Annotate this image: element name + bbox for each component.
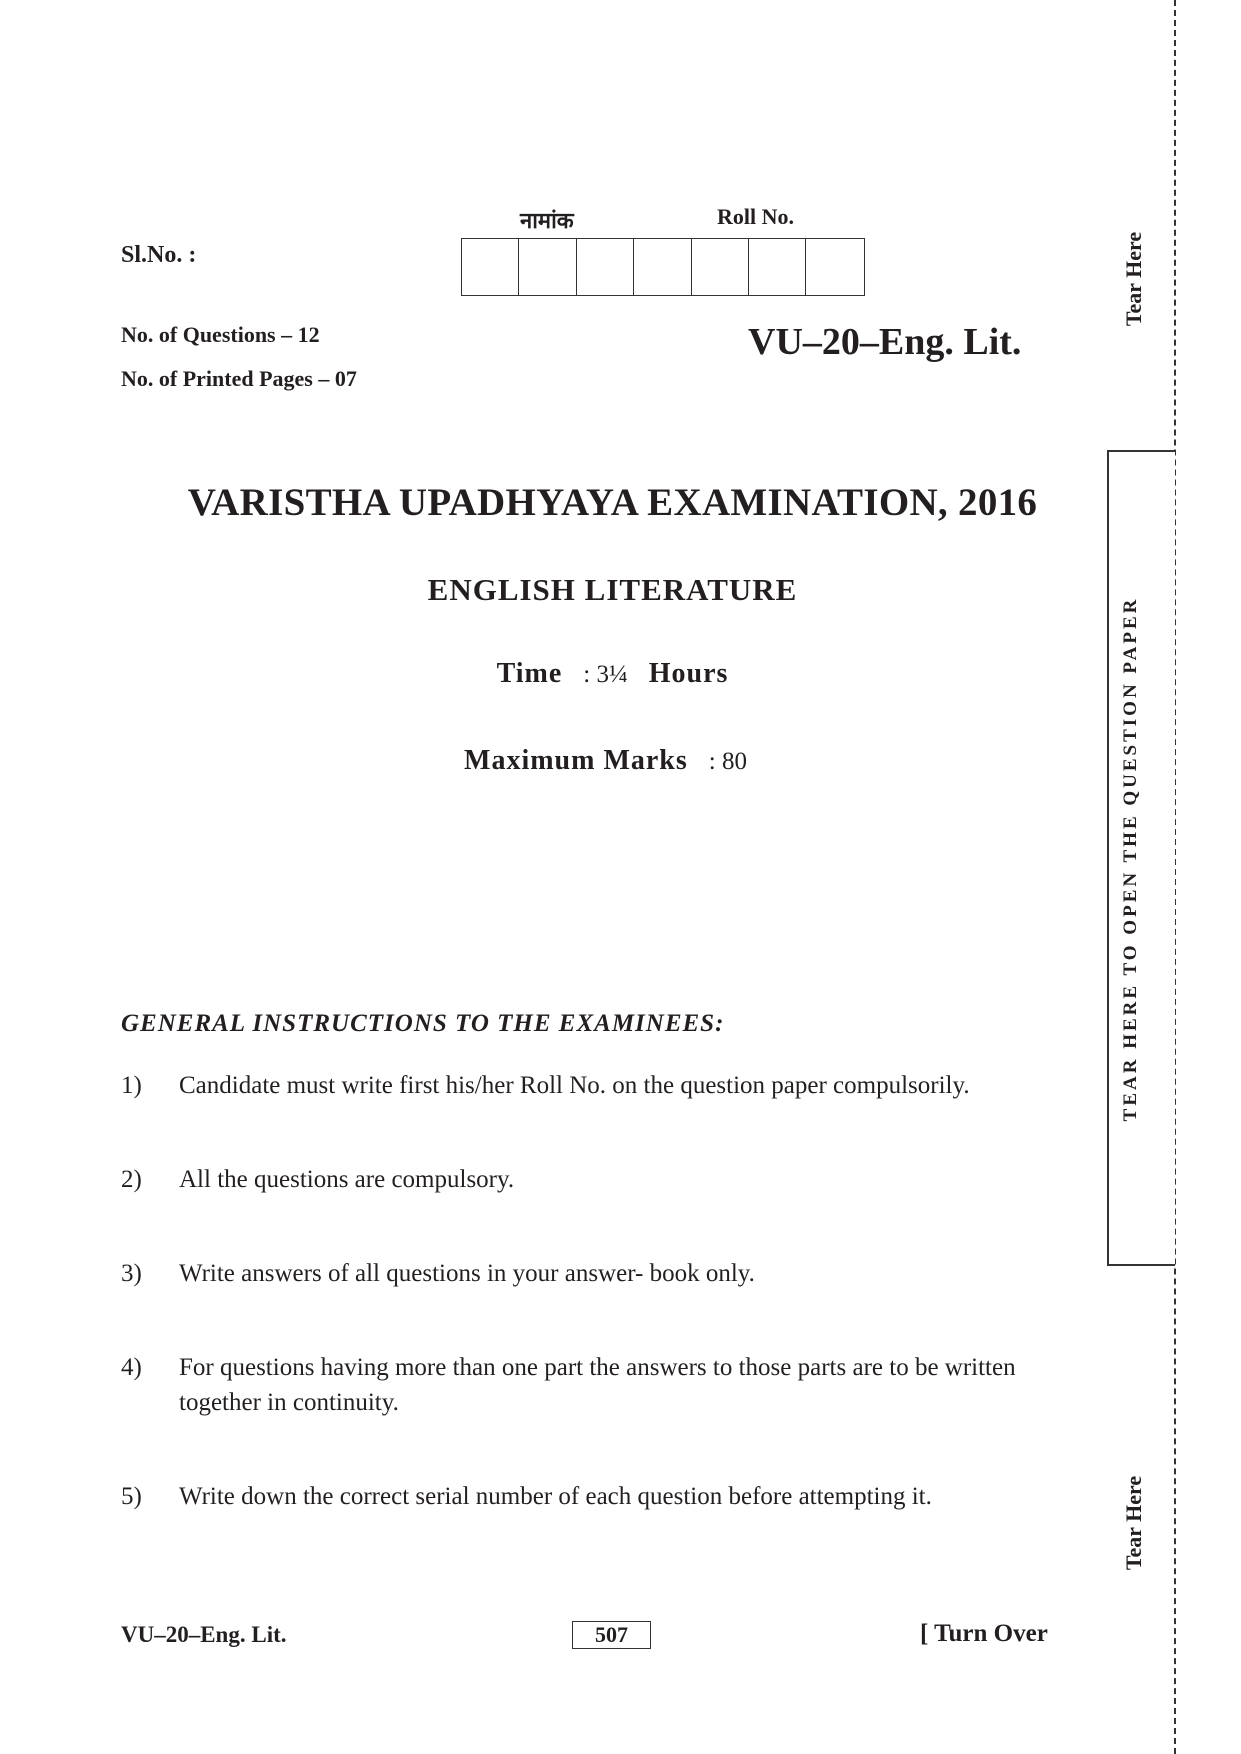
time-unit: Hours (648, 658, 729, 689)
instruction-item (121, 1256, 1071, 1291)
time-value: : 3¼ (583, 661, 628, 688)
marks-label: Maximum Marks (464, 745, 688, 776)
marks-value: : 80 (708, 748, 747, 775)
footer-paper-code: VU–20–Eng. Lit. (121, 1622, 287, 1647)
number-of-printed-pages: No. of Printed Pages – 07 (121, 366, 357, 391)
tear-here-label-bottom: Tear Here (1121, 1475, 1146, 1571)
instruction-text: For questions having more than one part the answers to those parts are to be written together in continuity. (179, 1354, 1016, 1416)
serial-number-label: Sl.No. : (121, 242, 197, 268)
exam-title: VARISTHA UPADHYAYA EXAMINATION, 2016 (187, 481, 1038, 524)
turn-over-label: [ Turn Over (920, 1620, 1048, 1647)
instruction-item (121, 1068, 1071, 1103)
roll-number-box[interactable] (519, 239, 576, 295)
tear-instruction-label: TEAR HERE TO OPEN THE QUESTION PAPER (1120, 596, 1141, 1122)
tear-here-label-top: Tear Here (1121, 231, 1146, 327)
footer-page-number: 507 (572, 1621, 651, 1649)
instruction-number: 4) (121, 1354, 142, 1381)
roll-number-label: Roll No. (717, 204, 794, 229)
instruction-text: All the questions are compulsory. (179, 1166, 515, 1193)
maximum-marks (0, 745, 1225, 777)
time-label: Time (496, 658, 563, 689)
roll-number-label-hindi: नामांक (520, 209, 574, 234)
instruction-number: 2) (121, 1166, 142, 1193)
instruction-number: 5) (121, 1483, 142, 1510)
number-of-questions: No. of Questions – 12 (121, 322, 320, 347)
instruction-number: 3) (121, 1260, 142, 1287)
roll-number-boxes[interactable] (461, 238, 865, 296)
roll-number-box[interactable] (692, 239, 749, 295)
roll-number-box[interactable] (462, 239, 519, 295)
instruction-text: Write answers of all questions in your answer- book only. (179, 1260, 755, 1287)
instruction-item (121, 1479, 1071, 1514)
instructions-heading: GENERAL INSTRUCTIONS TO THE EXAMINEES: (121, 1010, 725, 1037)
roll-number-box[interactable] (806, 239, 863, 295)
roll-number-box[interactable] (749, 239, 806, 295)
instruction-item (121, 1350, 1071, 1420)
instruction-item (121, 1162, 1071, 1197)
instruction-text: Candidate must write first his/her Roll No. on the question paper compulsorily. (179, 1072, 970, 1099)
subject-title: ENGLISH LITERATURE (427, 572, 798, 607)
paper-code: VU–20–Eng. Lit. (748, 321, 1022, 363)
roll-number-box[interactable] (577, 239, 634, 295)
instruction-number: 1) (121, 1072, 142, 1099)
exam-duration (0, 658, 1225, 690)
roll-number-box[interactable] (634, 239, 691, 295)
instruction-text: Write down the correct serial number of each question before attempting it. (179, 1483, 932, 1510)
